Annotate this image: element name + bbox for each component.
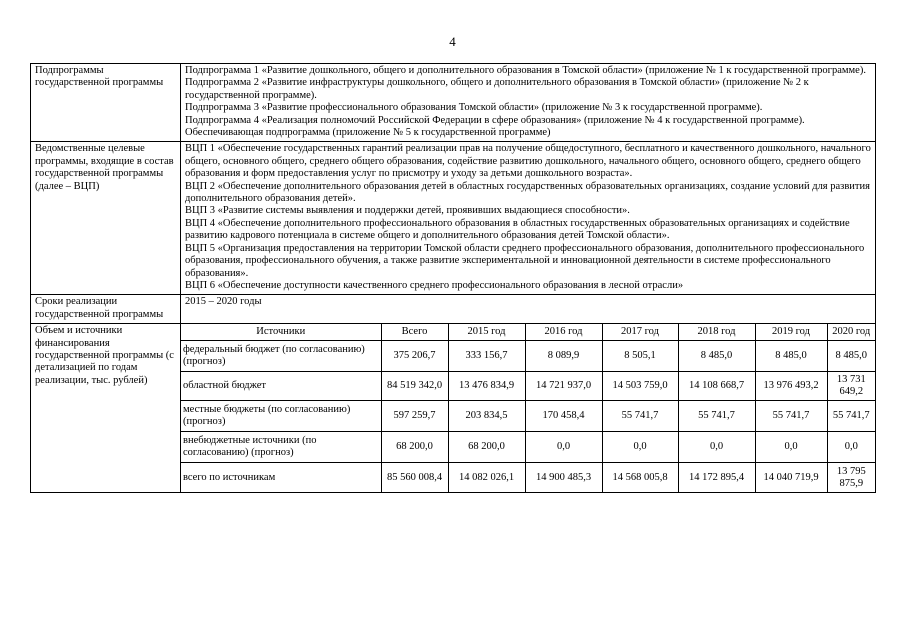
cell-2017: 8 505,1 bbox=[602, 341, 678, 372]
cell-total: 84 519 342,0 bbox=[381, 372, 448, 401]
cell-2016: 0,0 bbox=[525, 432, 602, 463]
cell-total: 375 206,7 bbox=[381, 341, 448, 372]
header-2019: 2019 год bbox=[755, 324, 827, 341]
cell-total: 68 200,0 bbox=[381, 432, 448, 463]
page-number: 4 bbox=[449, 34, 456, 49]
subprogram-4: Подпрограмма 4 «Реализация полномочий Российской Федерации в сфере образования» (приложение № 4 к государственной программе). bbox=[185, 114, 805, 126]
cell-2019: 8 485,0 bbox=[755, 341, 827, 372]
cell-2018: 14 108 668,7 bbox=[678, 372, 755, 401]
terms-row bbox=[31, 295, 876, 324]
cell-2020: 0,0 bbox=[827, 432, 875, 463]
vcp-label: Ведомственные целевые программы, входящие в состав государственной программы (далее – ВЦП) bbox=[31, 142, 181, 295]
cell-2017: 55 741,7 bbox=[602, 401, 678, 432]
cell-2018: 14 172 895,4 bbox=[678, 463, 755, 493]
cell-2019: 14 040 719,9 bbox=[755, 463, 827, 493]
cell-2015: 203 834,5 bbox=[448, 401, 525, 432]
source-name: федеральный бюджет (по согласованию) (прогноз) bbox=[181, 341, 381, 372]
header-2018: 2018 год bbox=[678, 324, 755, 341]
source-name: внебюджетные источники (по согласованию) (прогноз) bbox=[181, 432, 381, 463]
table-row-total bbox=[181, 463, 875, 493]
terms-value: 2015 – 2020 годы bbox=[181, 295, 876, 324]
source-name: всего по источникам bbox=[181, 463, 381, 493]
cell-2015: 68 200,0 bbox=[448, 432, 525, 463]
table-row bbox=[181, 372, 875, 401]
subprogram-2: Подпрограмма 2 «Развитие инфраструктуры дошкольного, общего и дополнительного образования в Томской области» (приложение № 2 к государственной программе). bbox=[185, 77, 809, 101]
cell-total: 597 259,7 bbox=[381, 401, 448, 432]
table-row bbox=[181, 432, 875, 463]
header-sources: Источники bbox=[181, 324, 381, 341]
cell-2020: 13 795 875,9 bbox=[827, 463, 875, 493]
vcp-content bbox=[181, 142, 876, 295]
cell-2018: 8 485,0 bbox=[678, 341, 755, 372]
cell-2018: 55 741,7 bbox=[678, 401, 755, 432]
header-2017: 2017 год bbox=[602, 324, 678, 341]
subprogram-1: Подпрограмма 1 «Развитие дошкольного, общего и дополнительного образования в Томской области» (приложение № 1 к государственной программе). bbox=[185, 65, 866, 76]
cell-2015: 14 082 026,1 bbox=[448, 463, 525, 493]
cell-2016: 170 458,4 bbox=[525, 401, 602, 432]
cell-2015: 333 156,7 bbox=[448, 341, 525, 372]
cell-2016: 14 721 937,0 bbox=[525, 372, 602, 401]
table-row bbox=[181, 401, 875, 432]
subprogram-3: Подпрограмма 3 «Развитие профессионального образования Томской области» (приложение № 3 к государственной программе). bbox=[185, 102, 763, 114]
terms-label: Сроки реализации государственной программы bbox=[31, 295, 181, 324]
subprogram-support: Обеспечивающая подпрограмма (приложение № 5 к государственной программе) bbox=[185, 127, 551, 139]
cell-2019: 13 976 493,2 bbox=[755, 372, 827, 401]
vcp-2: ВЦП 2 «Обеспечение дополнительного образования детей в областных государственных образовательных организациях, создание условий для развития дополнительного образования детей». bbox=[185, 180, 870, 205]
cell-2017: 14 503 759,0 bbox=[602, 372, 678, 401]
vcp-row bbox=[31, 142, 876, 295]
vcp-1: ВЦП 1 «Обеспечение государственных гарантий реализации прав на получение общедоступного, бесплатного и качественного дошкольного, начального общего, основного общего, среднего общего образования, содействие развитию дошкольного, начального общего, основного общего, среднего общего образования и форм предоставления услуг по присмотру и уходу за детьми дошкольного возраста». bbox=[185, 143, 871, 180]
cell-2020: 55 741,7 bbox=[827, 401, 875, 432]
table-row bbox=[181, 341, 875, 372]
cell-2018: 0,0 bbox=[678, 432, 755, 463]
vcp-6: ВЦП 6 «Обеспечение доступности качественного среднего профессионального образования в лесной отрасли» bbox=[185, 279, 684, 291]
program-passport-table bbox=[30, 63, 876, 493]
subprograms-label: Подпрограммы государственной программы bbox=[31, 64, 181, 142]
header-2015: 2015 год bbox=[448, 324, 525, 341]
source-name: областной бюджет bbox=[181, 372, 381, 401]
cell-total: 85 560 008,4 bbox=[381, 463, 448, 493]
subprograms-content bbox=[181, 64, 876, 142]
vcp-4: ВЦП 4 «Обеспечение дополнительного профессионального образования в областных государственных образовательных организациях и содействие развитию кадрового потенциала в системе общего и дополнительного образования детей Томской области». bbox=[185, 217, 850, 242]
header-total: Всего bbox=[381, 324, 448, 341]
funding-content bbox=[181, 324, 876, 493]
vcp-5: ВЦП 5 «Организация предоставления на территории Томской области среднего профессионального образования, дополнительного профессионального образования, профессионального обучения, а также развитие экспериментальной и инновационной деятельности в системе профессионального образования». bbox=[185, 242, 865, 279]
funding-label: Объем и источники финансирования государственной программы (с детализацией по годам реализации, тыс. рублей) bbox=[31, 324, 181, 493]
cell-2015: 13 476 834,9 bbox=[448, 372, 525, 401]
cell-2019: 0,0 bbox=[755, 432, 827, 463]
header-2020: 2020 год bbox=[827, 324, 875, 341]
vcp-3: ВЦП 3 «Развитие системы выявления и поддержки детей, проявивших выдающиеся способности». bbox=[185, 205, 630, 217]
subprograms-row bbox=[31, 64, 876, 142]
source-name: местные бюджеты (по согласованию) (прогноз) bbox=[181, 401, 381, 432]
cell-2016: 14 900 485,3 bbox=[525, 463, 602, 493]
cell-2016: 8 089,9 bbox=[525, 341, 602, 372]
header-2016: 2016 год bbox=[525, 324, 602, 341]
funding-table bbox=[181, 324, 875, 492]
funding-row bbox=[31, 324, 876, 493]
cell-2017: 14 568 005,8 bbox=[602, 463, 678, 493]
cell-2020: 8 485,0 bbox=[827, 341, 875, 372]
cell-2020: 13 731 649,2 bbox=[827, 372, 875, 401]
cell-2019: 55 741,7 bbox=[755, 401, 827, 432]
cell-2017: 0,0 bbox=[602, 432, 678, 463]
